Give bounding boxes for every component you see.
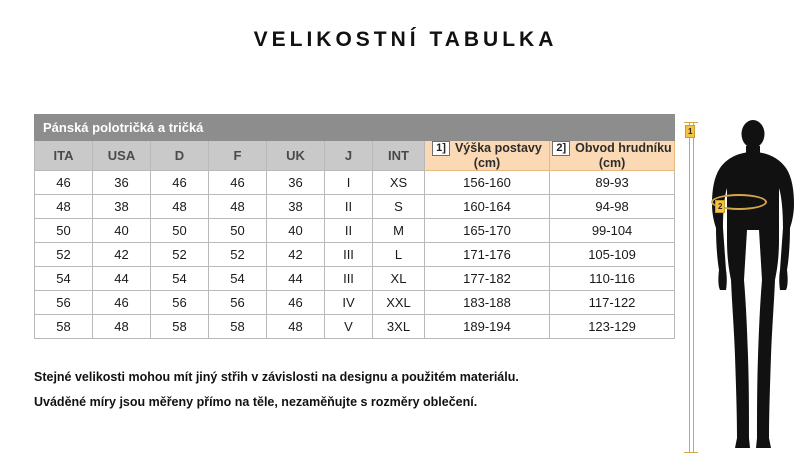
cell-chest: 105-109 (550, 243, 675, 267)
size-table (34, 114, 675, 339)
cell-uk: 36 (267, 171, 325, 195)
column-header-f: F (209, 141, 267, 171)
cell-d: 54 (151, 267, 209, 291)
cell-d: 50 (151, 219, 209, 243)
figure-illustration (671, 108, 811, 459)
column-header-j: J (325, 141, 373, 171)
cell-j: II (325, 195, 373, 219)
table-category-label: Pánská polotričká a tričká (35, 115, 675, 141)
height-measure-cap-bottom (684, 452, 698, 453)
cell-chest: 117-122 (550, 291, 675, 315)
table-row (35, 219, 675, 243)
height-measure-line-inner (693, 122, 694, 452)
cell-height: 189-194 (425, 315, 550, 339)
column-header-height-label: Výška postavy (cm) (454, 141, 542, 171)
note-line-2: Uváděné míry jsou měřeny přímo na těle, nezaměňujte s rozměry oblečení. (34, 395, 478, 409)
cell-j: III (325, 243, 373, 267)
table-row (35, 195, 675, 219)
cell-ita: 58 (35, 315, 93, 339)
cell-uk: 40 (267, 219, 325, 243)
cell-usa: 36 (93, 171, 151, 195)
height-measure-line (689, 122, 690, 452)
column-header-uk: UK (267, 141, 325, 171)
column-header-usa: USA (93, 141, 151, 171)
column-header-height (425, 141, 550, 171)
cell-int: 3XL (373, 315, 425, 339)
cell-usa: 40 (93, 219, 151, 243)
cell-j: III (325, 267, 373, 291)
marker-2: 2] (552, 141, 570, 156)
cell-uk: 42 (267, 243, 325, 267)
cell-uk: 38 (267, 195, 325, 219)
cell-f: 56 (209, 291, 267, 315)
marker-1: 1] (432, 141, 450, 156)
table-row (35, 171, 675, 195)
column-header-d: D (151, 141, 209, 171)
cell-j: II (325, 219, 373, 243)
height-measure-cap-top (684, 122, 698, 123)
badge-height-1: 1 (685, 125, 695, 138)
table-header-row (35, 141, 675, 171)
cell-d: 58 (151, 315, 209, 339)
size-table-container (34, 114, 674, 339)
column-header-chest (550, 141, 675, 171)
cell-d: 46 (151, 171, 209, 195)
table-category-row (35, 115, 675, 141)
cell-int: XL (373, 267, 425, 291)
cell-d: 48 (151, 195, 209, 219)
cell-j: V (325, 315, 373, 339)
cell-f: 54 (209, 267, 267, 291)
cell-ita: 56 (35, 291, 93, 315)
cell-ita: 50 (35, 219, 93, 243)
table-row (35, 243, 675, 267)
column-header-ita: ITA (35, 141, 93, 171)
cell-chest: 110-116 (550, 267, 675, 291)
cell-j: IV (325, 291, 373, 315)
cell-f: 46 (209, 171, 267, 195)
cell-ita: 48 (35, 195, 93, 219)
cell-d: 52 (151, 243, 209, 267)
cell-ita: 46 (35, 171, 93, 195)
cell-uk: 48 (267, 315, 325, 339)
cell-usa: 38 (93, 195, 151, 219)
cell-usa: 44 (93, 267, 151, 291)
cell-f: 52 (209, 243, 267, 267)
notes-block (34, 365, 664, 415)
cell-usa: 42 (93, 243, 151, 267)
cell-usa: 48 (93, 315, 151, 339)
cell-int: L (373, 243, 425, 267)
cell-int: XS (373, 171, 425, 195)
badge-chest-2: 2 (715, 200, 725, 213)
cell-f: 58 (209, 315, 267, 339)
cell-int: S (373, 195, 425, 219)
cell-j: I (325, 171, 373, 195)
cell-f: 50 (209, 219, 267, 243)
page-title: VELIKOSTNÍ TABULKA (253, 28, 558, 51)
cell-uk: 44 (267, 267, 325, 291)
cell-chest: 89-93 (550, 171, 675, 195)
cell-ita: 54 (35, 267, 93, 291)
cell-f: 48 (209, 195, 267, 219)
cell-height: 160-164 (425, 195, 550, 219)
cell-height: 177-182 (425, 267, 550, 291)
cell-height: 156-160 (425, 171, 550, 195)
column-header-chest-label: Obvod hrudníku (cm) (575, 141, 672, 171)
note-line-1: Stejné velikosti mohou mít jiný střih v závislosti na designu a použitém materiálu. (34, 370, 519, 384)
cell-height: 183-188 (425, 291, 550, 315)
cell-uk: 46 (267, 291, 325, 315)
cell-int: XXL (373, 291, 425, 315)
column-header-int: INT (373, 141, 425, 171)
cell-chest: 94-98 (550, 195, 675, 219)
cell-usa: 46 (93, 291, 151, 315)
table-row (35, 267, 675, 291)
cell-chest: 99-104 (550, 219, 675, 243)
cell-chest: 123-129 (550, 315, 675, 339)
cell-height: 165-170 (425, 219, 550, 243)
table-row (35, 315, 675, 339)
cell-height: 171-176 (425, 243, 550, 267)
table-row (35, 291, 675, 315)
cell-int: M (373, 219, 425, 243)
cell-d: 56 (151, 291, 209, 315)
male-body-silhouette-icon (699, 118, 807, 459)
cell-ita: 52 (35, 243, 93, 267)
